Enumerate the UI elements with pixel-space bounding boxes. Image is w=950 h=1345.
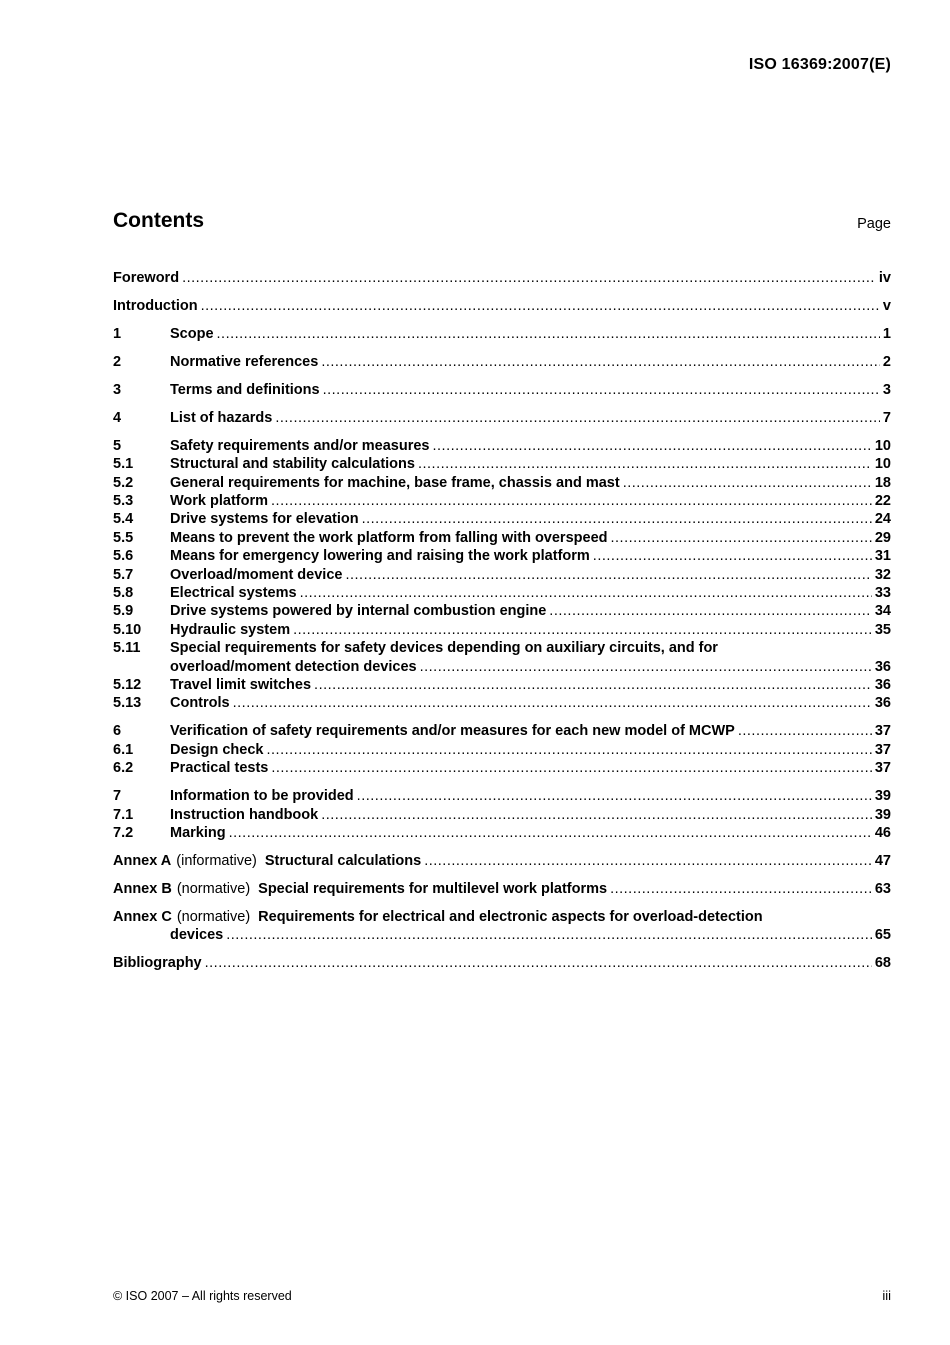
toc-entry[interactable] (113, 741, 891, 759)
toc-entry-page: 36 (874, 676, 891, 693)
toc-entry[interactable] (113, 492, 891, 510)
toc-entry-page: 37 (874, 723, 891, 740)
toc-entry-title: Travel limit switches (170, 676, 312, 693)
toc-leader-dots (611, 529, 872, 547)
toc-entry-number: 6 (113, 723, 122, 740)
toc-entry-page: 1 (882, 325, 891, 342)
toc-entry-title: Means to prevent the work platform from falling with overspeed (170, 529, 608, 546)
toc-entry-title-line2: overload/moment detection devices (170, 658, 417, 675)
toc-entry-number: 5 (113, 437, 122, 454)
toc-entry[interactable] (113, 759, 891, 777)
toc-entry-title: Work platform (170, 493, 269, 510)
toc-entry-title: Special requirements for multilevel work platforms (258, 880, 608, 897)
toc-entry-page: 10 (874, 456, 891, 473)
toc-entry-page: 65 (874, 927, 891, 944)
toc-entry[interactable] (113, 676, 891, 694)
toc-entry[interactable] (113, 381, 891, 399)
toc-entry-number: 3 (113, 381, 122, 398)
toc-entry-page: 37 (874, 760, 891, 777)
toc-entry-title: Safety requirements and/or measures (170, 437, 430, 454)
document-id: ISO 16369:2007(E) (748, 56, 891, 73)
toc-entry[interactable] (113, 954, 891, 972)
toc-leader-dots (420, 658, 872, 676)
toc-entry-title-line1: Special requirements for safety devices depending on auxiliary circuits, and for (170, 640, 718, 657)
toc-leader-dots (267, 741, 872, 759)
toc-leader-dots (433, 437, 872, 455)
toc-entry-number: 5.7 (113, 566, 134, 583)
toc-leader-dots (610, 880, 872, 898)
toc-leader-dots (271, 759, 872, 777)
toc-entry-title: Structural and stability calculations (170, 456, 415, 473)
toc-entry-number: 7.2 (113, 824, 134, 841)
toc-entry-page: 36 (874, 695, 891, 712)
toc-leader-dots (314, 676, 872, 694)
toc-entry-number: 7 (113, 788, 122, 805)
toc-leader-dots (201, 297, 880, 315)
toc-entry-page: 24 (874, 511, 891, 528)
toc-leader-dots (623, 474, 872, 492)
toc-entry-page: 37 (874, 741, 891, 758)
toc-entry-number: 1 (113, 325, 122, 342)
toc-entry-page: 63 (874, 880, 891, 897)
toc-annex-label: Annex B (113, 880, 172, 897)
toc-entry[interactable] (113, 325, 891, 343)
toc-entry-title: Drive systems powered by internal combustion engine (170, 603, 547, 620)
toc-entry-title: General requirements for machine, base frame, chassis and mast (170, 474, 620, 491)
toc-entry-number: 7.1 (113, 806, 134, 823)
toc-leader-dots (229, 824, 872, 842)
toc-entry-page: 7 (882, 409, 891, 426)
toc-leader-dots (226, 926, 872, 944)
toc-entry-page: 18 (874, 474, 891, 491)
toc-entry-page: 10 (874, 437, 891, 454)
toc-entry[interactable] (113, 474, 891, 492)
toc-entry[interactable] (113, 639, 891, 657)
toc-entry-page: 36 (874, 658, 891, 675)
toc-entry-number: 5.5 (113, 529, 134, 546)
toc-entry-page: 2 (882, 353, 891, 370)
toc-entry-title: Drive systems for elevation (170, 511, 359, 528)
toc-entry[interactable] (113, 908, 891, 926)
toc-entry-title: Scope (170, 325, 214, 342)
toc-leader-dots (205, 954, 872, 972)
toc-leader-dots (271, 492, 872, 510)
toc-leader-dots (323, 381, 880, 399)
toc-entry[interactable] (113, 621, 891, 639)
toc-entry-number: 5.3 (113, 493, 134, 510)
page-column-label: Page (857, 216, 891, 232)
toc-leader-dots (418, 455, 872, 473)
toc-entry-title: Structural calculations (264, 852, 422, 869)
toc-leader-dots (300, 584, 872, 602)
toc-entry-number: 6.2 (113, 760, 134, 777)
toc-leader-dots (345, 566, 871, 584)
toc-entry-page: v (882, 297, 891, 314)
toc-entry[interactable] (113, 694, 891, 712)
toc-annex-type: (normative) (176, 908, 251, 925)
toc-entry[interactable] (113, 566, 891, 584)
toc-entry[interactable] (113, 806, 891, 824)
toc-entry-page: 22 (874, 493, 891, 510)
footer-copyright: © ISO 2007 – All rights reserved (113, 1289, 292, 1303)
toc-entry[interactable] (113, 602, 891, 620)
toc-entry-title: Electrical systems (170, 585, 297, 602)
toc-entry[interactable] (113, 353, 891, 371)
toc-entry-title: Means for emergency lowering and raising the work platform (170, 548, 590, 565)
toc-entry-page: iv (878, 270, 891, 286)
toc-leader-dots (293, 621, 872, 639)
toc-leader-dots (738, 722, 872, 740)
footer-page-number: iii (882, 1288, 891, 1303)
toc-annex-label: Annex A (113, 852, 172, 869)
toc-entry[interactable] (113, 409, 891, 427)
toc-annex-label: Annex C (113, 908, 172, 925)
toc-entry-number: 5.12 (113, 676, 142, 693)
toc-annex-type: (informative) (176, 852, 257, 869)
toc-entry-title-line1: Requirements for electrical and electronic aspects for overload-detection (258, 908, 763, 925)
toc-entry-page: 34 (874, 603, 891, 620)
toc-entry-number: 4 (113, 409, 122, 426)
toc-leader-dots (362, 510, 872, 528)
toc-entry[interactable] (113, 584, 891, 602)
toc-entry-continuation[interactable] (113, 658, 891, 676)
toc-entry[interactable] (113, 269, 891, 287)
toc-leader-dots (321, 806, 872, 824)
toc-entry-number: 5.10 (113, 621, 142, 638)
toc-leader-dots (182, 269, 876, 287)
toc-entry[interactable] (113, 824, 891, 842)
toc-entry-title: Bibliography (113, 955, 202, 972)
toc-entry[interactable] (113, 455, 891, 473)
toc-entry[interactable] (113, 510, 891, 528)
toc-entry-title: Introduction (113, 297, 198, 314)
toc-entry[interactable] (113, 787, 891, 805)
toc-entry-page: 68 (874, 955, 891, 972)
toc-entry-title: Verification of safety requirements and/or measures for each new model of MCWP (170, 723, 735, 740)
toc-entry-title: Information to be provided (170, 788, 354, 805)
toc-leader-dots (549, 602, 872, 620)
toc-entry-number: 5.1 (113, 456, 134, 473)
toc-entry-title: Overload/moment device (170, 566, 343, 583)
toc-entry-page: 3 (882, 381, 891, 398)
toc-entry-page: 29 (874, 529, 891, 546)
toc-entry-number: 5.6 (113, 548, 134, 565)
toc-entry-page: 35 (874, 621, 891, 638)
toc-entry-title: Hydraulic system (170, 621, 291, 638)
toc-entry-number: 5.2 (113, 474, 134, 491)
toc-annex-type: (normative) (176, 880, 251, 897)
toc-entry-page: 46 (874, 824, 891, 841)
toc-entry-page: 32 (874, 566, 891, 583)
toc-leader-dots (217, 325, 880, 343)
toc-entry-page: 39 (874, 806, 891, 823)
toc-entry-page: 39 (874, 788, 891, 805)
toc-entry[interactable] (113, 722, 891, 740)
toc-entry-number: 2 (113, 353, 122, 370)
toc-entry-page: 47 (874, 852, 891, 869)
toc-entry-title: Practical tests (170, 760, 269, 777)
toc-entry-number: 5.4 (113, 511, 134, 528)
toc-entry-title: Foreword (113, 270, 180, 286)
toc-entry[interactable] (113, 437, 891, 455)
toc-leader-dots (275, 409, 880, 427)
toc-entry-number: 5.9 (113, 603, 134, 620)
toc-entry-page: 31 (874, 548, 891, 565)
toc-leader-dots (593, 547, 872, 565)
toc-entry[interactable] (113, 529, 891, 547)
toc-entry-number: 5.13 (113, 695, 142, 712)
toc-entry[interactable] (113, 852, 891, 870)
table-of-contents (113, 269, 891, 973)
toc-entry-number: 6.1 (113, 741, 134, 758)
toc-entry[interactable] (113, 880, 891, 898)
toc-entry-title-line2: devices (170, 927, 224, 944)
toc-entry[interactable] (113, 547, 891, 565)
toc-leader-dots (424, 852, 872, 870)
toc-entry-title: Design check (170, 741, 264, 758)
toc-entry-number: 5.8 (113, 585, 134, 602)
toc-entry-title: Controls (170, 695, 230, 712)
toc-entry-title: Marking (170, 824, 226, 841)
toc-entry-page: 33 (874, 585, 891, 602)
toc-leader-dots (321, 353, 880, 371)
toc-entry-continuation[interactable] (113, 926, 891, 944)
toc-entry-title: Normative references (170, 353, 319, 370)
toc-entry[interactable] (113, 297, 891, 315)
toc-entry-title: List of hazards (170, 409, 273, 426)
toc-entry-title: Terms and definitions (170, 381, 320, 398)
toc-entry-number: 5.11 (113, 640, 141, 657)
toc-leader-dots (233, 694, 872, 712)
toc-leader-dots (357, 787, 872, 805)
contents-heading: Contents (113, 209, 204, 232)
toc-entry-title: Instruction handbook (170, 806, 319, 823)
